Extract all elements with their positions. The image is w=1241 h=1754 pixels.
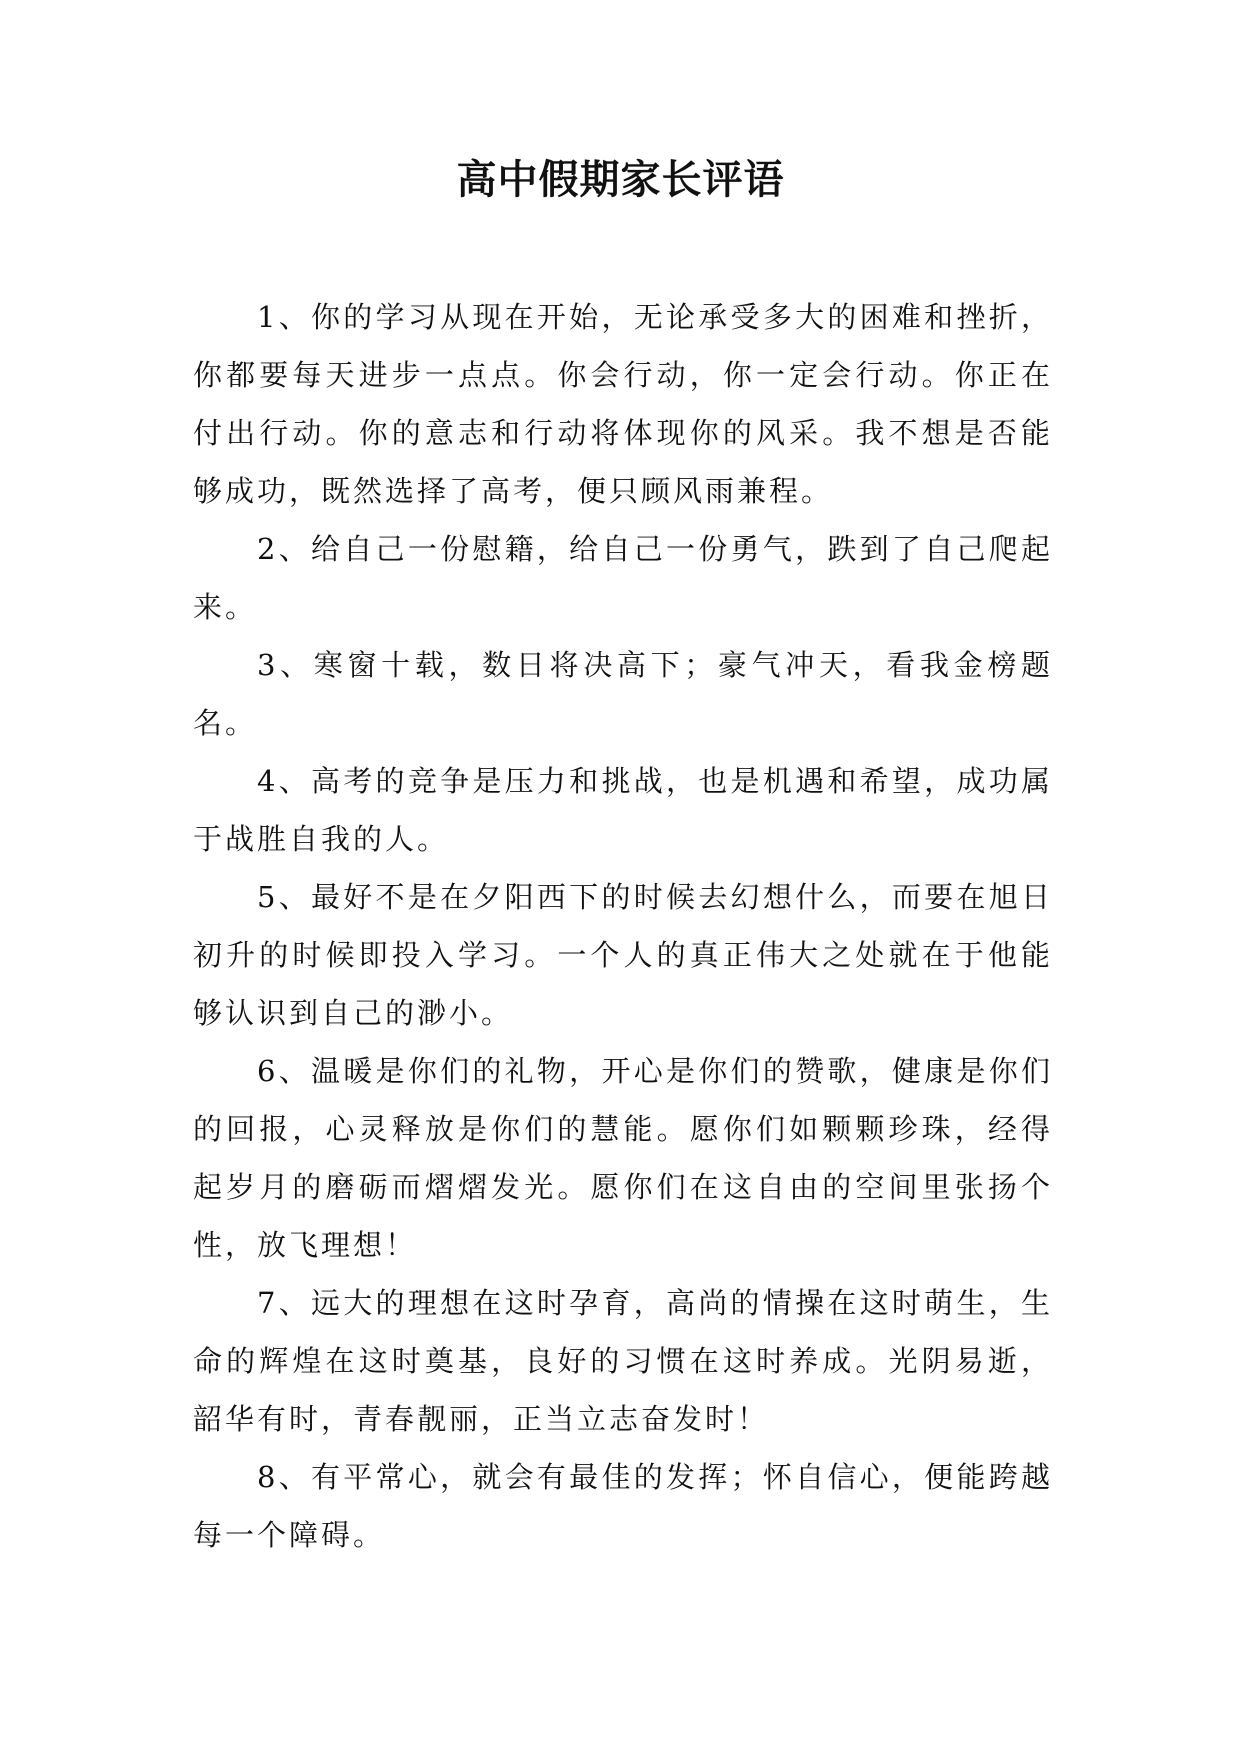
paragraph-3: 3、寒窗十载，数日将决高下；豪气冲天，看我金榜题名。 [193,648,1053,740]
paragraph-8: 8、有平常心，就会有最佳的发挥；怀自信心，便能跨越每一个障碍。 [193,1460,1053,1552]
paragraph-6: 6、温暖是你们的礼物，开心是你们的赞歌，健康是你们的回报，心灵释放是你们的慧能。愿你们如颗颗珍珠，经得起岁月的磨砺而熠熠发光。愿你们在这自由的空间里张扬个性，放飞理想！ [193,1054,1053,1262]
paragraph-2: 2、给自己一份慰籍，给自己一份勇气，跌到了自己爬起来。 [193,532,1053,624]
paragraph-7: 7、远大的理想在这时孕育，高尚的情操在这时萌生，生命的辉煌在这时奠基，良好的习惯在这时养成。光阴易逝，韶华有时，青春靓丽，正当立志奋发时！ [193,1286,1053,1436]
document-body [193,288,1053,1564]
paragraph-4: 4、高考的竞争是压力和挑战，也是机遇和希望，成功属于战胜自我的人。 [193,764,1053,856]
paragraph-5: 5、最好不是在夕阳西下的时候去幻想什么，而要在旭日初升的时候即投入学习。一个人的真正伟大之处就在于他能够认识到自己的渺小。 [193,880,1053,1030]
paragraph-1: 1、你的学习从现在开始，无论承受多大的困难和挫折，你都要每天进步一点点。你会行动，你一定会行动。你正在付出行动。你的意志和行动将体现你的风采。我不想是否能够成功，既然选择了高考，便只顾风雨兼程。 [193,300,1053,508]
page-title: 高中假期家长评语 [456,156,785,203]
